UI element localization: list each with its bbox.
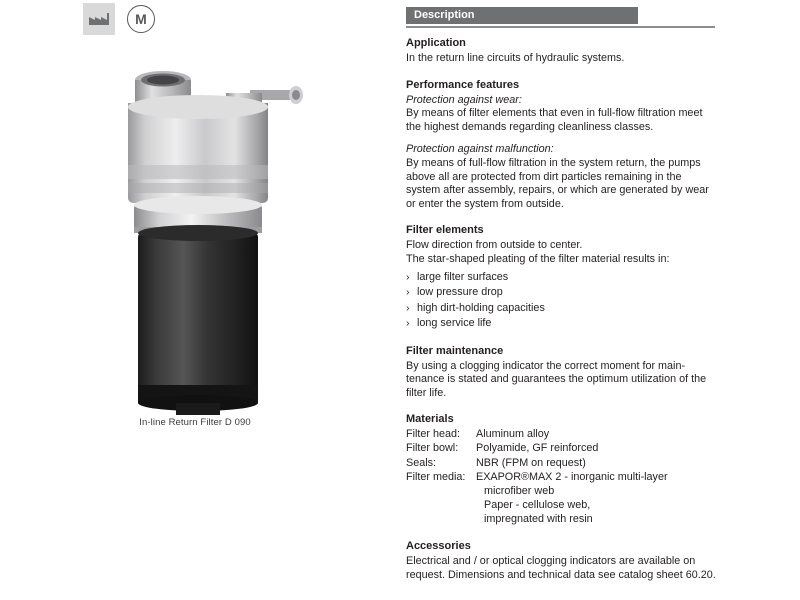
- performance-sub-malfunction: Protection against malfunction:: [406, 143, 554, 156]
- performance-text-wear: By means of filter elements that even in full-flow filtration meet the highest demands regarding cleanliness classes.: [406, 107, 703, 133]
- list-item: [406, 285, 718, 301]
- filter-maintenance-text: By using a clogging indicator the correct moment for main-tenance is stated and guarantees the optimum utilization of the filter life.: [406, 359, 707, 399]
- bullet-label: high dirt-holding capacities: [417, 301, 545, 314]
- list-item: [406, 316, 718, 332]
- bullet-label: large filter surfaces: [417, 270, 509, 283]
- chevron-right-icon: ›: [406, 317, 410, 330]
- chevron-right-icon: ›: [406, 301, 410, 314]
- description-header-label: Description: [414, 9, 475, 21]
- description-header-bar: [406, 7, 638, 24]
- header-rule: [406, 26, 715, 28]
- description-body: [406, 36, 718, 594]
- right-column: [406, 0, 800, 600]
- section-title-filter-elements: Filter elements: [406, 224, 484, 237]
- m-badge-label: M: [135, 11, 147, 27]
- materials-table: [406, 428, 668, 527]
- section-filter-elements: [406, 223, 718, 331]
- section-title-application: Application: [406, 37, 466, 49]
- material-label: [406, 485, 476, 499]
- bullet-label: long service life: [417, 317, 492, 330]
- accessories-text: Electrical and / or optical clogging indicators are available on request. Dimensions and technical data see catalog sheet 60.20.: [406, 554, 716, 581]
- figure-caption: In-line Return Filter D 090: [139, 417, 251, 428]
- table-row: [406, 499, 668, 513]
- list-item: [406, 270, 718, 286]
- section-accessories: [406, 539, 718, 582]
- filter-elements-text-1: Flow direction from outside to center.: [406, 239, 583, 252]
- table-row: [406, 442, 668, 456]
- section-title-filter-maintenance: Filter maintenance: [406, 344, 504, 357]
- material-label: Filter bowl:: [406, 442, 459, 455]
- filter-elements-bullet-list: [406, 270, 718, 332]
- section-application: [406, 36, 718, 66]
- material-value: NBR (FPM on request): [476, 456, 586, 469]
- material-label: Filter media:: [406, 470, 466, 483]
- material-value: EXAPOR®MAX 2 - inorganic multi-layer: [476, 470, 668, 483]
- table-row: [406, 485, 668, 499]
- table-row: [406, 428, 668, 442]
- material-value: Aluminum alloy: [476, 428, 550, 441]
- section-title-accessories: Accessories: [406, 539, 471, 552]
- performance-sub-wear: Protection against wear:: [406, 93, 522, 106]
- chevron-right-icon: ›: [406, 270, 410, 283]
- section-title-performance-features: Performance features: [406, 78, 520, 91]
- bullet-label: low pressure drop: [417, 286, 503, 299]
- filter-elements-text-2: The star-shaped pleating of the filter material results in:: [406, 252, 670, 265]
- material-value: Paper - cellulose web,: [484, 498, 591, 511]
- section-materials: [406, 412, 718, 527]
- material-value: impregnated with resin: [484, 512, 593, 525]
- material-label: Filter head:: [406, 428, 461, 441]
- list-item: [406, 301, 718, 317]
- m-badge-icon: [127, 5, 155, 33]
- material-label: [406, 499, 476, 513]
- section-title-materials: Materials: [406, 413, 454, 426]
- product-photo: [100, 45, 320, 415]
- application-text: In the return line circuits of hydraulic systems.: [406, 52, 625, 64]
- chevron-right-icon: ›: [406, 286, 410, 299]
- material-value: Polyamide, GF reinforced: [476, 442, 599, 455]
- section-performance-features: [406, 78, 718, 212]
- table-row: [406, 513, 668, 527]
- table-row: [406, 457, 668, 471]
- material-label: [406, 513, 476, 527]
- performance-text-malfunction: By means of full-flow filtration in the system return, the pumps above all are protected from dirt particles remaining in the system after assembly, repairs, or which are generated by wear or enter the system from outside.: [406, 156, 709, 210]
- icon-row: [83, 3, 155, 35]
- factory-icon: [83, 3, 115, 35]
- section-filter-maintenance: [406, 344, 718, 401]
- left-column: [0, 0, 390, 600]
- material-label: Seals:: [406, 456, 437, 469]
- material-value: microfiber web: [484, 484, 555, 497]
- table-row: [406, 471, 668, 485]
